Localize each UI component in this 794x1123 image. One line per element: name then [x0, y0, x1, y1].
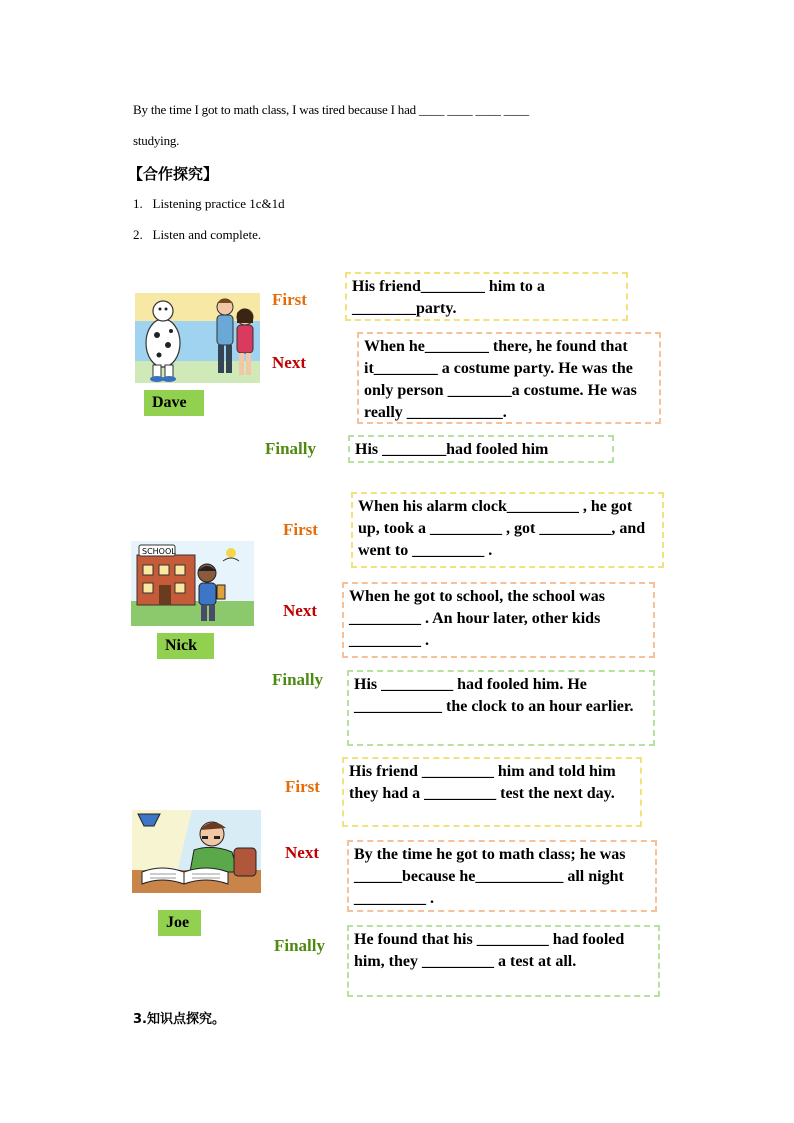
item-text: Listen and complete.: [152, 227, 262, 242]
first-label: First: [272, 290, 307, 309]
dave-next-box: When he________ there, he found that it________ a costume party. He was the only person ________a costume. He was really ____________.: [357, 332, 661, 424]
nick-next-box: When he got to school, the school was _________ . An hour later, other kids _________ .: [342, 582, 655, 658]
first-label: First: [285, 777, 320, 796]
joe-first-box: His friend _________ him and told him they had a _________ test the next day.: [342, 757, 642, 827]
next-label: Next: [272, 353, 306, 372]
finally-label: Finally: [272, 670, 324, 689]
intro-line-2: studying.: [133, 133, 180, 148]
joe-next-box: By the time he got to math class; he was ______because he___________ all night _________ .: [347, 840, 657, 912]
character-name: Nick: [157, 633, 214, 659]
list-item: [133, 227, 261, 243]
intro-line-1: By the time I got to math class, I was tired because I had ____ ____ ____ ____: [133, 102, 529, 117]
section-3-title: 3.知识点探究。: [133, 1012, 225, 1027]
next-label: Next: [285, 843, 319, 862]
finally-label: Finally: [274, 936, 326, 955]
joe-studying-illustration: [132, 810, 261, 893]
dave-costume-illustration: [135, 293, 260, 383]
character-name: Joe: [158, 910, 201, 936]
list-item: [133, 196, 285, 212]
item-number: 2.: [133, 227, 143, 242]
nick-finally-box: His _________ had fooled him. He ___________ the clock to an hour earlier.: [347, 670, 655, 746]
svg-text:SCHOOL: SCHOOL: [142, 547, 176, 556]
next-label: Next: [283, 601, 317, 620]
character-name: Dave: [144, 390, 204, 416]
first-label: First: [283, 520, 318, 539]
joe-finally-box: He found that his _________ had fooled him, they _________ a test at all.: [347, 925, 660, 997]
section-title: 【合作探究】: [128, 165, 219, 183]
dave-first-box: His friend________ him to a ________party.: [345, 272, 628, 321]
nick-school-illustration: [131, 541, 254, 626]
dave-finally-box: His ________had fooled him: [348, 435, 614, 463]
item-number: 1.: [133, 196, 143, 211]
finally-label: Finally: [265, 439, 317, 458]
nick-first-box: When his alarm clock_________ , he got up, took a _________ , got _________, and went to _________ .: [351, 492, 664, 568]
item-text: Listening practice 1c&1d: [152, 196, 285, 211]
